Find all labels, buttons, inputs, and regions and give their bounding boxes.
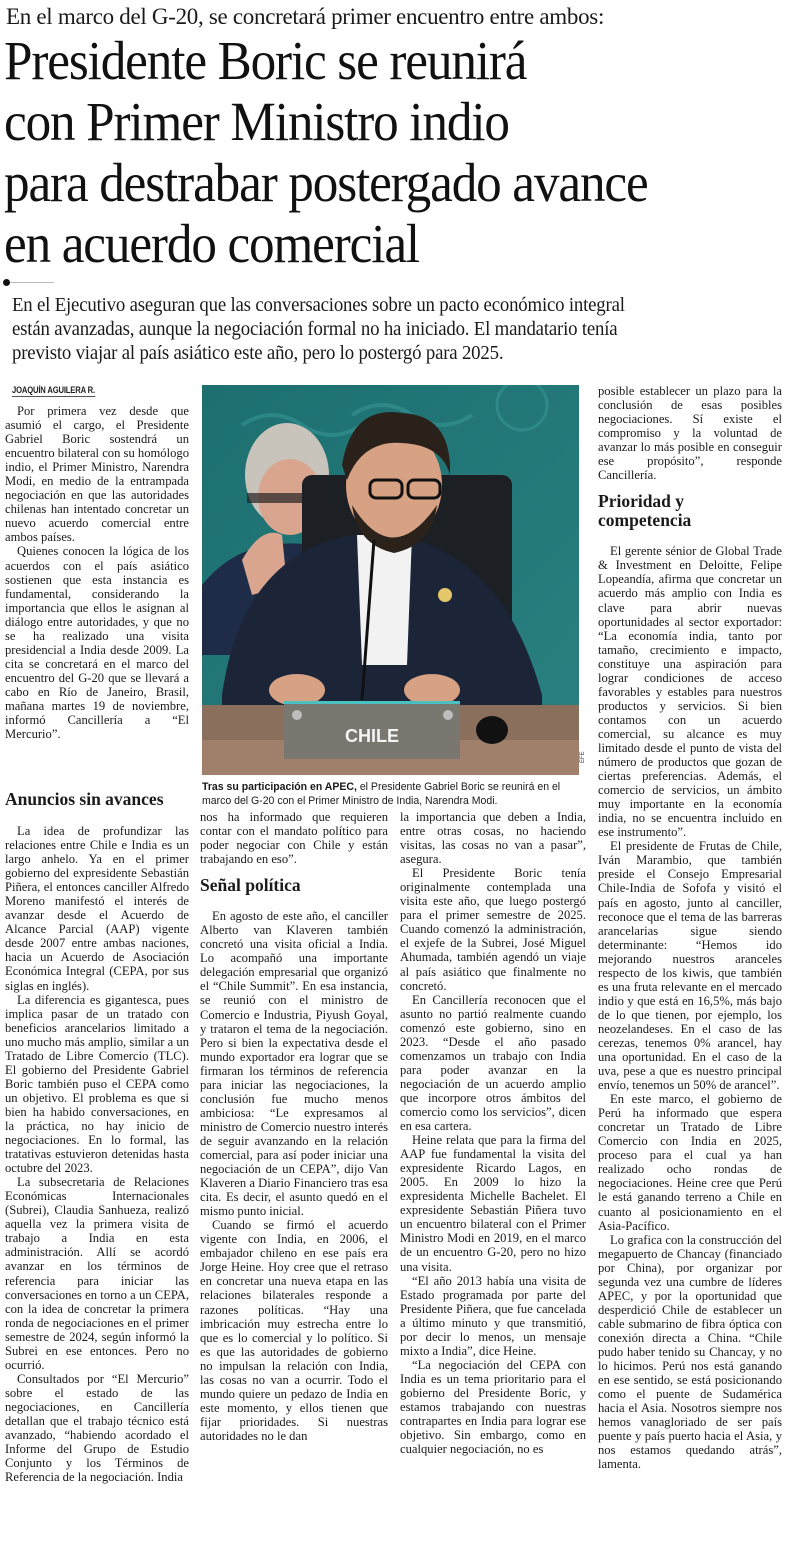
headline-line: con Primer Ministro indio	[4, 91, 509, 152]
nameplate-text: CHILE	[345, 726, 399, 746]
paragraph: La subsecretaria de Relaciones Económicas Internacionales (Subrei), Claudia Sanhueza, realizó aquella vez la primera visita de trabajo a India en esta administración. Allí se acordó avanzar en los términos de referencia para iniciar las conversaciones en torno a un CEPA, con la idea de concretar la primera ronda de negociaciones en el primer semestre de 2024, según informó la Subrei en ese entonces. Pero no ocurrió.	[5, 1175, 189, 1372]
column-4	[598, 384, 782, 1471]
paragraph: Heine relata que para la firma del AAP fue fundamental la visita del expresidente Ricardo Lagos, en 2005. En 2009 lo hizo la expresidenta Michelle Bachelet. El expresidente Sebastián Piñera tuvo un encuentro bilateral con el Primer Ministro Modi en 2019, en el marco de un encuentro G-20, pero no hizo una visita.	[400, 1133, 586, 1274]
paragraph: La idea de profundizar las relaciones entre Chile e India es un largo anhelo. Ya en el primer gobierno del expresidente Sebastián Piñera, el entonces canciller Alfredo Moreno manifestó el interés de avanzar desde el Acuerdo de Alcance Parcial (AAP) vigente desde 2007 entre ambas naciones, hacia un Acuerdo de Asociación Económica Integral (CEPA, por sus siglas en inglés).	[5, 824, 189, 993]
paragraph: “El año 2013 había una visita de Estado programada por parte del Presidente Piñera, que fue cancelada a último minuto y que transmitió, por decir lo menos, un mensaje mixto a India”, dice Heine.	[400, 1273, 586, 1358]
paragraph: posible establecer un plazo para la conclusión de esas posibles negociaciones. Sí existe el compromiso y la voluntad de avanzar lo más posible en conseguir ese propósito”, responde Cancillería.	[598, 384, 782, 483]
photo-boric-apec	[202, 385, 579, 775]
paragraph: En agosto de este año, el canciller Alberto van Klaveren también concretó una visita oficial a India. Lo acompañó una importante delegación empresarial que organizó el “Chile Summit”. En esa instancia, se reunió con el ministro de Comercio e Industria, Piyush Goyal, y trataron el tema de la negociación. Pero si bien la expectativa desde el mundo exportador era lograr que se firmaran los términos de referencia para iniciar las negociaciones, la conclusión fue mucho menos ambiciosa: “Le expresamos al ministro de Comercio nuestro interés de seguir avanzando en la relación comercial, para así poder iniciar una negociación de un CEPA”, dijo Van Klaveren a Diario Financiero tras esa cita. Es decir, el asunto quedó en el mismo punto inicial.	[200, 909, 388, 1219]
subhead-senal-politica: Señal política	[200, 875, 301, 896]
deck-summary	[12, 293, 736, 365]
paragraph: Por primera vez desde que asumió el cargo, el Presidente Gabriel Boric sostendrá un encuentro bilateral con su homólogo indio, el Primer Ministro, Narendra Modi, en medio de la entrampada negociación en que las autoridades chilenas han intentado concretar un nuevo acuerdo comercial entre ambos países.	[5, 404, 189, 545]
caption-lead: Tras su participación en APEC,	[202, 781, 357, 793]
paragraph: Cuando se firmó el acuerdo vigente con India, en 2006, el embajador chileno en ese país era Jorge Heine. Hoy cree que el retraso en concretar una nueva etapa en las relaciones bilaterales responde a razones políticas. “Hay una imbricación muy estrecha entre lo que es lo comercial y lo político. Si es que las autoridades de gobierno no impulsan la relación con India, las cosas no van a ocurrir. Todo el mundo quiere un pedazo de India en este momento, y ellos tienen que fijar prioridades. Si nuestras autoridades no le dan	[200, 1218, 388, 1443]
divider-rule	[4, 282, 54, 283]
headline	[4, 30, 731, 274]
photo-caption	[202, 780, 565, 808]
column-1-top	[5, 404, 189, 741]
photo-credit: EFE	[580, 751, 586, 763]
column-1-bottom	[5, 790, 189, 1484]
subhead-anuncios: Anuncios sin avances	[5, 789, 164, 809]
paragraph: Quienes conocen la lógica de los acuerdos con el país asiático sostienen que esta instancia es fundamental, considerando la importancia que ellos le asignan al diálogo entre autoridades, y que no se ha realizado una visita presidencial a India desde 2009. La cita se concretará en el marco del encuentro del G-20 que se llevará a cabo en Río de Janeiro, Brasil, mañana martes 19 de noviembre, informó Cancillería a “El Mercurio”.	[5, 544, 189, 742]
paragraph: “La negociación del CEPA con India es un tema prioritario para el gobierno del Presidente Boric, y estamos trabajando con nuestras contrapartes en India para lograr ese objetivo. Sin embargo, como en cualquier negociación, no es	[400, 1357, 586, 1457]
paragraph: El presidente de Frutas de Chile, Iván Marambio, que también preside el Consejo Empresarial Chile-India de Sofofa y visitó el país en agosto, junto al canciller, reconoce que el tema de las barreras arancelarias sigue siendo determinante: “Hemos ido mejorando nuestros aranceles respecto de los kiwis, que también es una fruta relevante en el mercado indio y que está en 16,5%, más bajo de lo que tienen, por ejemplo, los neozelandeses. En el caso de las cerezas, tenemos 0% arancel, hay una oportunidad. En el caso de la uva, pese a que es nuestro principal envío, tenemos un 50% de arancel”.	[598, 839, 782, 1093]
subhead-prioridad: Prioridad y competencia	[598, 491, 692, 531]
headline-line: para destrabar postergado avance	[4, 152, 648, 213]
paragraph: la importancia que deben a India, entre otras cosas, no haciendo visitas, las cosas no van a pasar”, asegura.	[400, 810, 586, 867]
deck-line: En el Ejecutivo aseguran que las conversaciones sobre un pacto económico integral	[12, 294, 625, 316]
deck-line: están avanzadas, aunque la negociación formal no ha iniciado. El mandatario tenía	[12, 318, 618, 340]
column-3	[400, 810, 586, 1456]
paragraph: En Cancillería reconocen que el asunto no partió realmente cuando comenzó este gobierno, sino en 2023. “Desde el año pasado comenzamos un trabajo con India para poder avanzar en la negociación de un acuerdo amplio que incorpore otros ámbitos del comercio como los servicios”, dicen en esa cartera.	[400, 992, 586, 1134]
paragraph: Lo grafica con la construcción del megapuerto de Chancay (financiado por China), por organizar por segunda vez una cumbre de líderes APEC, y por la oportunidad que desperdició Chile de establecer un cable submarino de fibra óptica con conexión directa a China. “Chile pudo haber tenido su Chancay, y no lo hicimos. Perú nos está ganando en ese sentido, se está posicionando como el puente de Sudamérica hacia el Asia. Nosotros siempre nos hemos vanagloriado de ser país puente y país puerto hacia el Asia, y nos estamos quedando atrás”, lamenta.	[598, 1232, 782, 1472]
kicker: En el marco del G-20, se concretará primer encuentro entre ambos:	[6, 4, 605, 29]
byline: JOAQUÍN AGUILERA R.	[12, 385, 95, 395]
headline-line: Presidente Boric se reunirá	[4, 30, 527, 91]
paragraph: En este marco, el gobierno de Perú ha informado que espera concretar un Tratado de Libre Comercio con India en 2025, proceso para el cual ya han realizado ocho rondas de negociaciones. Heine cree que Perú le está ganando terreno a Chile en cuanto al posicionamiento en el Asia-Pacífico.	[598, 1092, 782, 1233]
headline-line: en acuerdo comercial	[4, 213, 420, 274]
paragraph: La diferencia es gigantesca, pues implica pasar de un tratado con beneficios arancelarios limitado a uno mucho más amplio, similar a un Tratado de Libre Comercio (TLC). El gobierno del Presidente Gabriel Boric también puso el CEPA como un objetivo. El problema es que si bien ha habido conversaciones, en la práctica, no hay inicio de negociaciones. En lo formal, las tratativas estuvieron detenidas hasta octubre del 2023.	[5, 992, 189, 1176]
paragraph: Consultados por “El Mercurio” sobre el estado de las negociaciones, en Cancillería detallan que el trabajo técnico está avanzado, “habiendo acordado el Informe del Grupo de Estudio Conjunto y los Términos de Referencia de la negociación. India	[5, 1371, 189, 1485]
photo-illustration	[202, 385, 579, 775]
divider-dot	[3, 279, 10, 286]
paragraph: nos ha informado que requieren contar con el mandato político para poder negociar con Chile y están trabajando en eso”.	[200, 810, 388, 867]
paragraph: El Presidente Boric tenía originalmente contemplada una visita este año, que luego postergó para el primer semestre de 2025. Cuando comenzó la administración, el exjefe de la Subrei, José Miguel Ahumada, también agendó un viaje al país asiático que finalmente no concretó.	[400, 866, 586, 993]
column-2	[200, 810, 388, 1443]
caption-text: el Presidente Gabriel Boric se reunirá en el marco del G-20 con el Primer Ministro de India, Narendra Modi.	[202, 781, 561, 807]
deck-line: previsto viajar al país asiático este año, pero lo postergó para 2025.	[12, 342, 504, 364]
paragraph: El gerente sénior de Global Trade & Investment en Deloitte, Felipe Lopeandía, afirma que concretar un acuerdo más amplio con India es clave para abrir nuevas oportunidades al sector exportador: “La economía india, tanto por tamaño, crecimiento e impacto, constituye una aspiración para lograr condiciones de acceso favorables y estables para nuestros productos y servicios. Si bien contamos con un acuerdo comercial, su alcance es muy limitado desde el punto de vista del número de productos que gozan de ciertas preferencias. Además, el comercio de servicios, un ámbito muy importante en la economía india, no se encuentra incluido en ese instrumento”.	[598, 544, 782, 840]
